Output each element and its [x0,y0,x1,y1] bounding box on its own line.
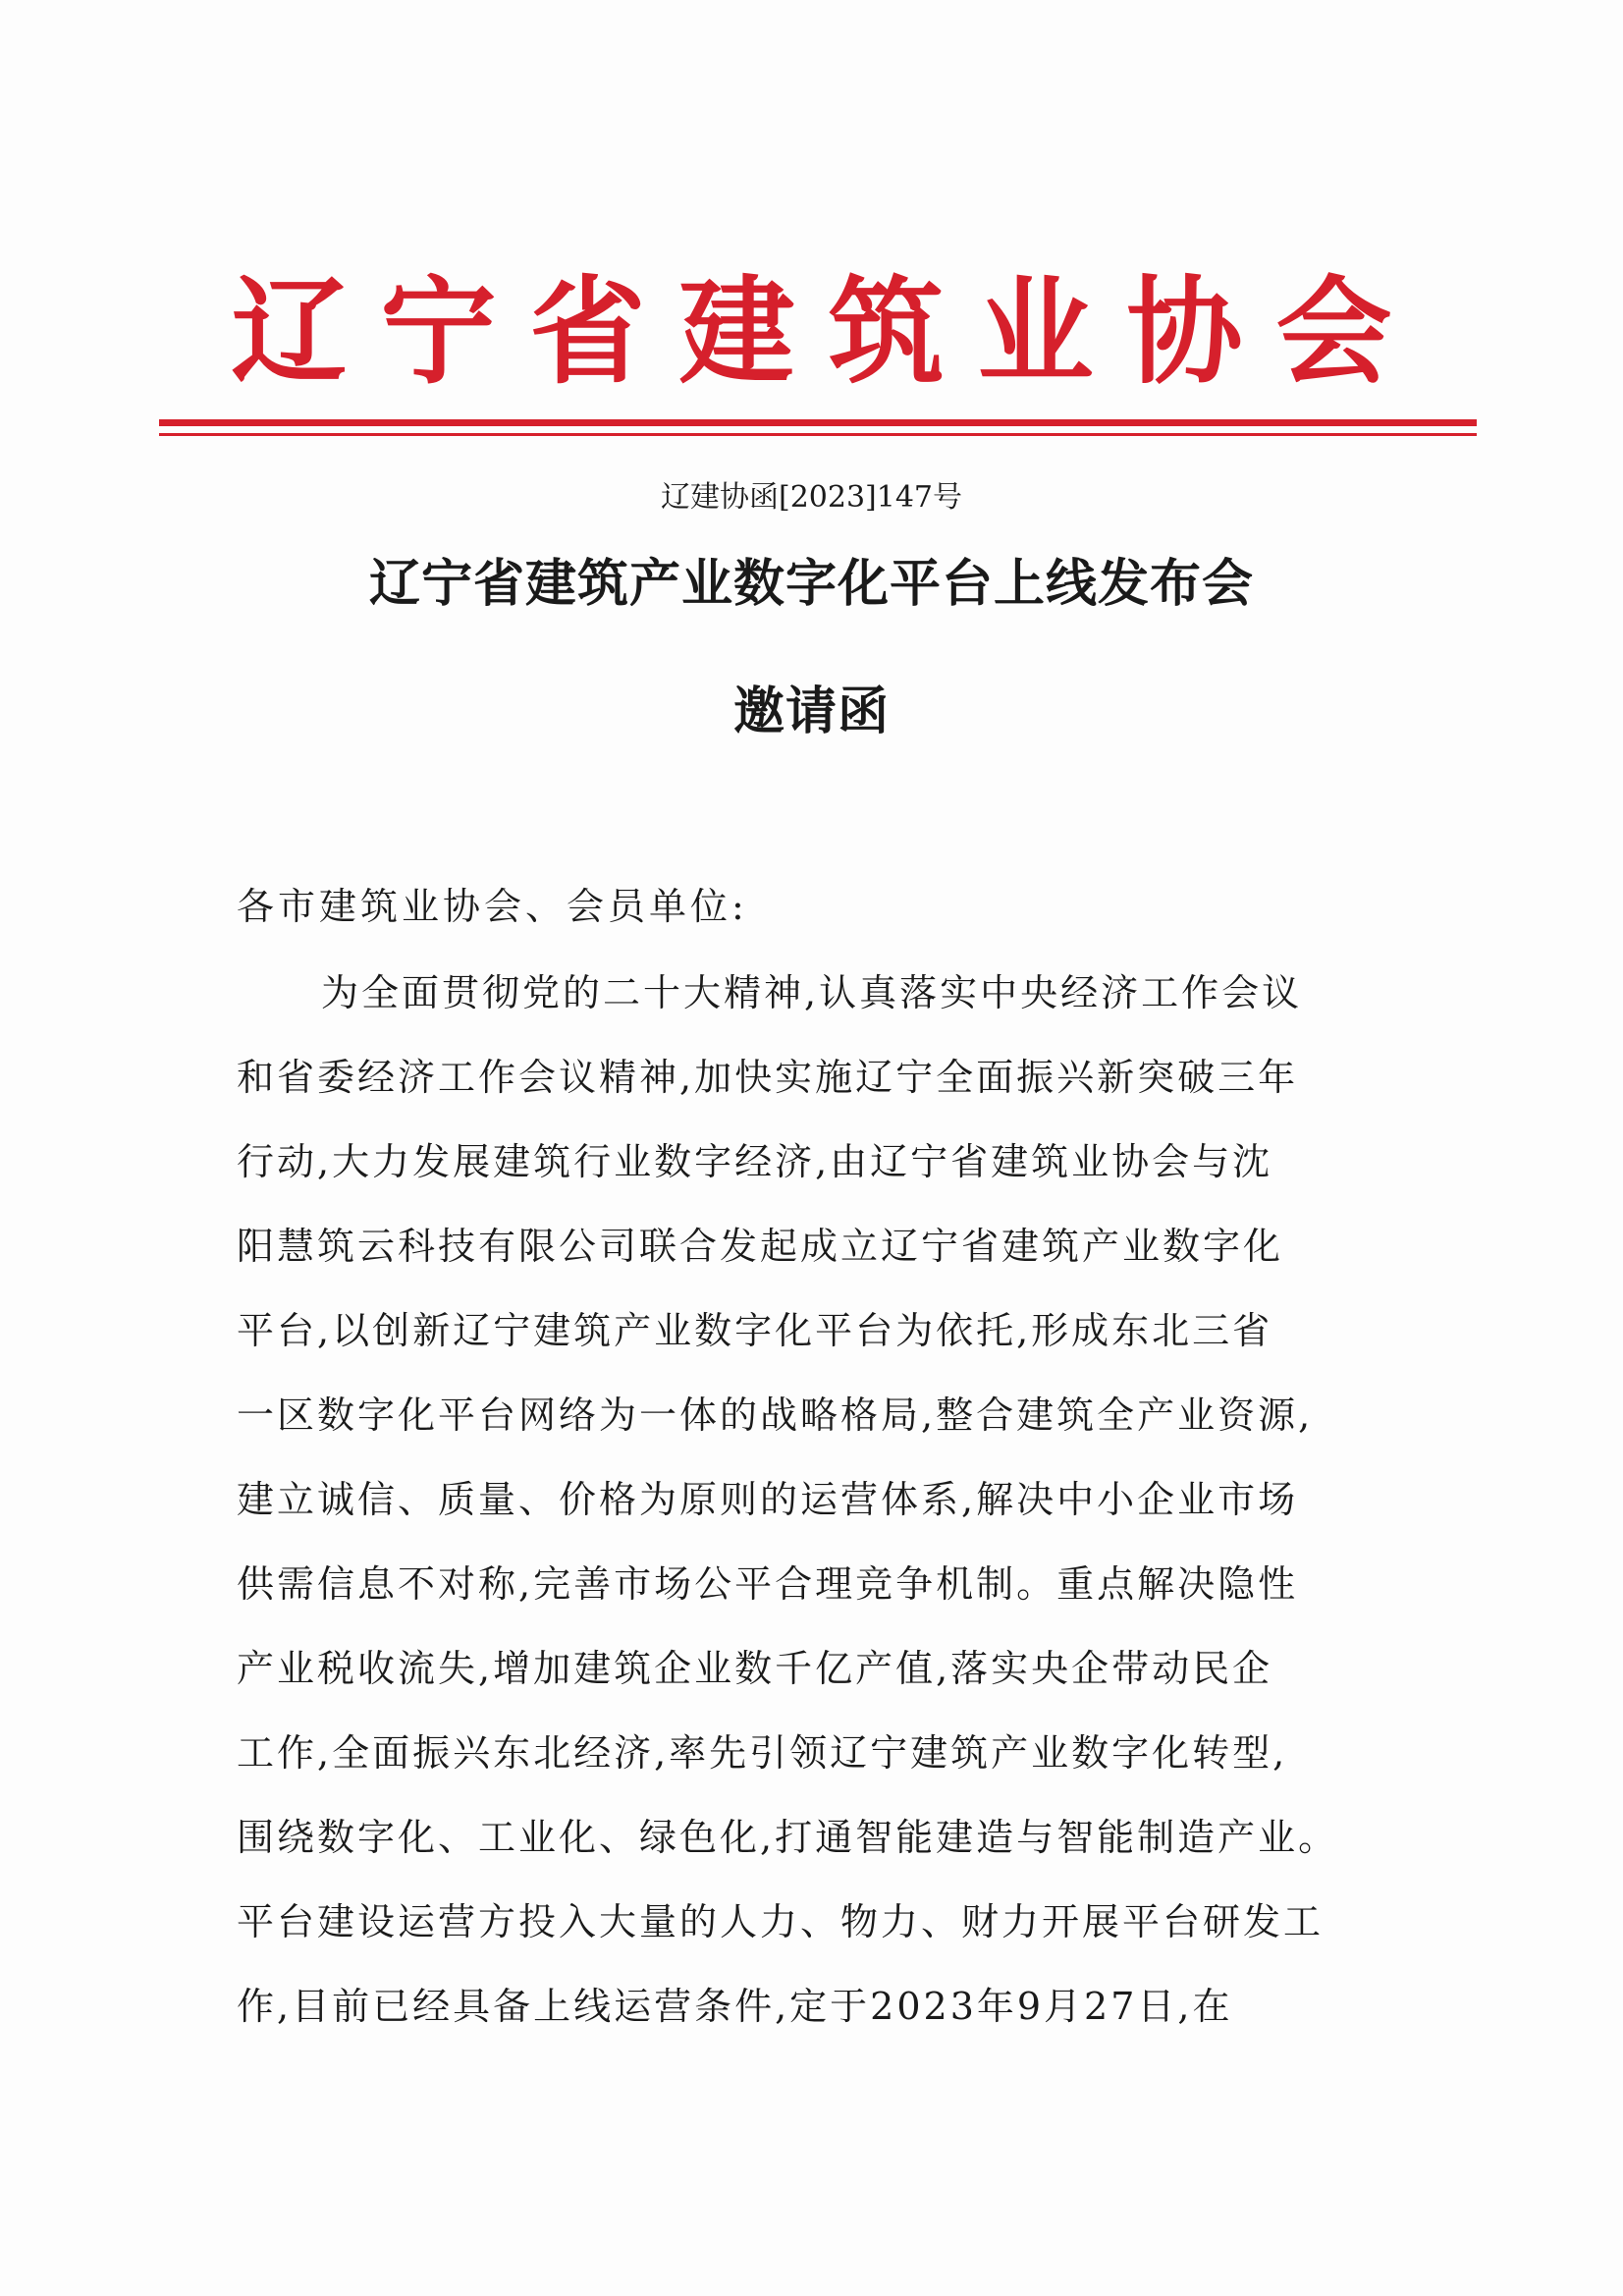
document-subtitle: 邀请函 [732,682,890,741]
body-line: 为全面贯彻党的二十大精神,认真落实中央经济工作会议 [321,971,1303,1014]
body-line: 建立诚信、质量、价格为原则的运营体系,解决中小企业市场 [237,1478,1299,1521]
body-line: 行动,大力发展建筑行业数字经济,由辽宁省建筑业协会与沈 [237,1140,1273,1183]
body-line: 和省委经济工作会议精神,加快实施辽宁全面振兴新突破三年 [237,1056,1299,1099]
document-number: 辽建协函[2023]147号 [660,480,963,515]
letterhead-rule-thin [159,433,1477,436]
body-line: 平台建设运营方投入大量的人力、物力、财力开展平台研发工 [237,1900,1325,1943]
letterhead-title: 辽宁省建筑业协会 [231,264,1426,400]
body-text [237,965,1415,2063]
document-title: 辽宁省建筑产业数字化平台上线发布会 [368,554,1254,614]
body-line: 阳慧筑云科技有限公司联合发起成立辽宁省建筑产业数字化 [237,1225,1284,1268]
letterhead-rule-thick [159,419,1477,426]
body-line: 工作,全面振兴东北经济,率先引领辽宁建筑产业数字化转型, [237,1731,1288,1775]
body-line: 供需信息不对称,完善市场公平合理竞争机制。重点解决隐性 [237,1562,1299,1606]
body-line: 平台,以创新辽宁建筑产业数字化平台为依托,形成东北三省 [237,1309,1273,1352]
body-line: 产业税收流失,增加建筑企业数千亿产值,落实央企带动民企 [237,1647,1273,1690]
body-line: 一区数字化平台网络为一体的战略格局,整合建筑全产业资源, [237,1394,1314,1437]
salutation: 各市建筑业协会、会员单位: [237,885,748,928]
body-line: 作,目前已经具备上线运营条件,定于2023年9月27日,在 [237,1985,1233,2028]
body-line: 围绕数字化、工业化、绿色化,打通智能建造与智能制造产业。 [237,1816,1339,1859]
